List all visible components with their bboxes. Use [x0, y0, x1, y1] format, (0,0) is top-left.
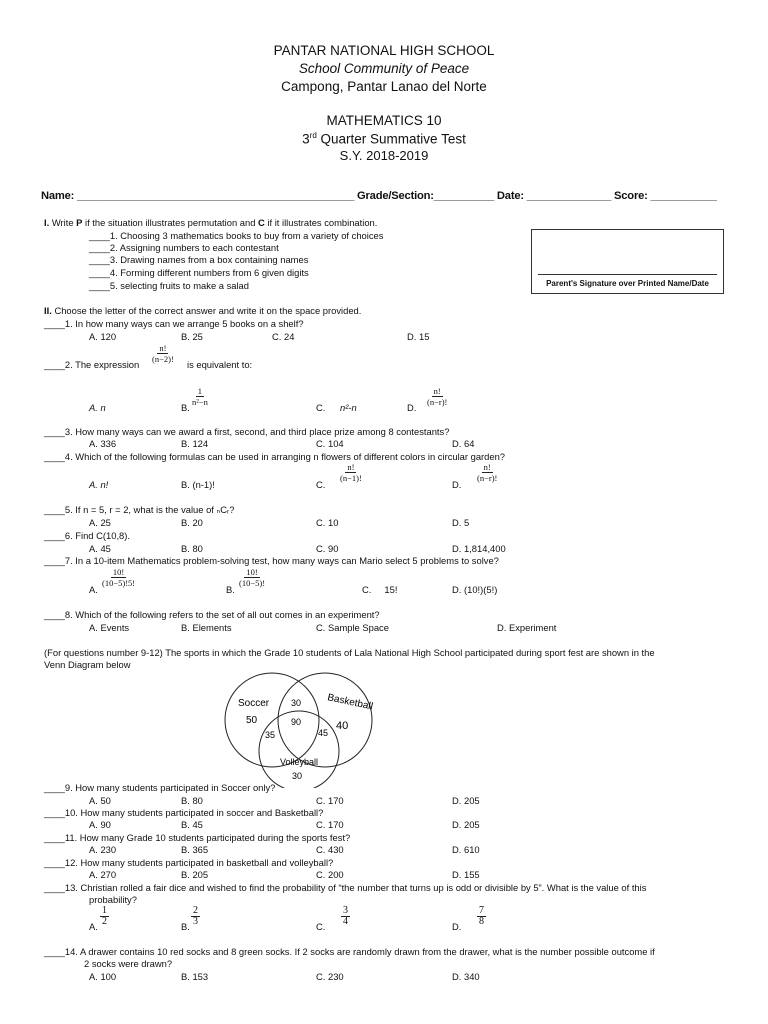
venn-value: 30: [292, 771, 303, 781]
venn-value: 45: [318, 728, 329, 738]
option: C.: [316, 402, 326, 413]
venn-intro: (For questions number 9-12) The sports in which the Grade 10 students of Lala National High School participated during sport fest are shown in the: [44, 647, 655, 658]
option: C. 170: [316, 795, 344, 806]
question-2-tail: is equivalent to:: [187, 359, 253, 370]
question-14: ____14. A drawer contains 10 red socks and 8 green socks. If 2 socks are randomly drawn from the drawer, what is the number possible outcome if: [44, 946, 655, 957]
option: B. 80: [181, 543, 203, 554]
option-value: n²-n: [340, 402, 357, 413]
option: C. 200: [316, 869, 344, 880]
option: D.: [452, 921, 462, 932]
question-12: ____12. How many students participated in basketball and volleyball?: [44, 857, 334, 868]
option: B. 365: [181, 844, 209, 855]
question-7: ____7. In a 10-item Mathematics problem-solving test, how many ways can Mario select 5 problems to solve?: [44, 555, 499, 566]
option: A. n!: [89, 479, 109, 490]
option: B. 80: [181, 795, 203, 806]
option: B.: [181, 402, 190, 413]
option-fraction: $\frac{1}{\text{n²−n}}$: [192, 386, 208, 407]
option: B. 45: [181, 819, 203, 830]
question-10: ____10. How many students participated in soccer and Basketball?: [44, 807, 324, 818]
option-fraction: $\frac{n!}{(n-r)!}$: [477, 462, 498, 483]
question-6: ____6. Find C(10,8).: [44, 530, 130, 541]
option: B. (n-1)!: [181, 479, 215, 490]
option: C. Sample Space: [316, 622, 389, 633]
option: A. 230: [89, 844, 117, 855]
option: A. 45: [89, 543, 111, 554]
option: D. 15: [407, 331, 430, 342]
option: A. 90: [89, 819, 111, 830]
option: D. 1,814,400: [452, 543, 506, 554]
part1-item: ____3. Drawing names from a box containing names: [89, 254, 309, 265]
question-14-cont: 2 socks were drawn?: [84, 958, 173, 969]
option: B. 205: [181, 869, 209, 880]
question-11: ____11. How many Grade 10 students participated during the sports fest?: [44, 832, 351, 843]
option: A. 25: [89, 517, 111, 528]
option: D. 64: [452, 438, 475, 449]
option: C.: [316, 479, 326, 490]
part1-item: ____1. Choosing 3 mathematics books to buy from a variety of choices: [89, 230, 384, 241]
option: D. (10!)(5!): [452, 584, 498, 595]
option-fraction: $\frac{10!}{(10-5)!5!}$: [102, 567, 136, 588]
option-fraction: $\frac{1}{2}$: [102, 905, 107, 927]
school-address: Campong, Pantar Lanao del Norte: [281, 79, 487, 94]
question-8: ____8. Which of the following refers to the set of all out comes in an experiment?: [44, 609, 380, 620]
option: A. 270: [89, 869, 117, 880]
option-fraction: $\frac{n!}{(n-1)!}$: [340, 462, 362, 483]
option: D.: [407, 402, 417, 413]
option-fraction: $\frac{10!}{(10-5)!}$: [239, 567, 266, 588]
school-motto: School Community of Peace: [298, 61, 470, 76]
question-13-cont: probability?: [89, 894, 137, 905]
part1-item: ____5. selecting fruits to make a salad: [89, 280, 249, 291]
option: B. 124: [181, 438, 209, 449]
option: D. 340: [452, 971, 480, 982]
option: A. Events: [89, 622, 130, 633]
part1-item: ____4. Forming different numbers from 6 given digits: [89, 267, 309, 278]
signature-box: [531, 229, 724, 294]
option: A. n: [89, 402, 106, 413]
option: C.: [316, 921, 326, 932]
option: D. 610: [452, 844, 480, 855]
part1-item: ____2. Assigning numbers to each contestant: [89, 242, 279, 253]
question-9: ____9. How many students participated in Soccer only?: [44, 782, 276, 793]
question-3: ____3. How many ways can we award a first, second, and third place prize among 8 contestants?: [44, 426, 450, 437]
venn-value: 30: [291, 698, 302, 708]
option: D.: [452, 479, 462, 490]
option: C. 104: [316, 438, 344, 449]
option-fraction: $\frac{3}{4}$: [343, 905, 348, 927]
venn-value: 40: [336, 720, 349, 732]
test-title: 3rd Quarter Summative Test: [302, 131, 466, 147]
option: A. 100: [89, 971, 117, 982]
option: A.: [89, 584, 98, 595]
subject-title: MATHEMATICS 10: [326, 113, 442, 128]
basketball-label: Basketball: [326, 692, 374, 713]
question-2-lead: ____2. The expression: [44, 359, 140, 370]
option: D. 205: [452, 795, 480, 806]
volleyball-label: Volleyball: [280, 757, 319, 767]
option: B.: [226, 584, 235, 595]
option-fraction: $\frac{7}{8}$: [479, 905, 484, 927]
soccer-circle: [225, 673, 319, 767]
question-2-fraction: $\frac{n!}{(n-2)!}$: [152, 343, 174, 364]
part1-instructions: I. Write P if the situation illustrates permutation and C if it illustrates combination.: [44, 217, 378, 228]
venn-value: 35: [265, 730, 276, 740]
question-4: ____4. Which of the following formulas can be used in arranging n flowers of different colors in circular garden?: [44, 451, 506, 462]
option: C. 90: [316, 543, 339, 554]
option: A. 336: [89, 438, 117, 449]
option: C. 170: [316, 819, 344, 830]
option: B. 25: [181, 331, 203, 342]
option: A. 120: [89, 331, 117, 342]
option: C. 24: [272, 331, 295, 342]
question-1: ____1. In how many ways can we arrange 5 books on a shelf?: [44, 318, 304, 329]
option: C. 430: [316, 844, 344, 855]
option-fraction: $\frac{2}{3}$: [193, 905, 198, 927]
option-fraction: $\frac{n!}{(n-r)!}$: [427, 386, 448, 407]
venn-value: 50: [246, 715, 258, 726]
option: D. Experiment: [497, 622, 557, 633]
venn-value: 90: [291, 717, 302, 727]
option: B. Elements: [181, 622, 232, 633]
option: D. 205: [452, 819, 480, 830]
option: A.: [89, 921, 98, 932]
option: C. 15!: [362, 584, 398, 595]
signature-label: Parent's Signature over Printed Name/Date: [546, 279, 709, 288]
option: B. 153: [181, 971, 209, 982]
option: A. 50: [89, 795, 111, 806]
question-13: ____13. Christian rolled a fair dice and wished to find the probability of “the number that turns up is odd or divisible by 5”. What is the value of this: [44, 882, 647, 893]
signature-line: [538, 274, 717, 275]
question-5: ____5. If n = 5, r = 2, what is the value of ₙCᵣ?: [44, 504, 235, 515]
option: B. 20: [181, 517, 203, 528]
part2-instructions: II. Choose the letter of the correct answer and write it on the space provided.: [44, 305, 362, 316]
option: B.: [181, 921, 190, 932]
option: C. 230: [316, 971, 344, 982]
venn-intro: Venn Diagram below: [44, 659, 131, 670]
soccer-label: Soccer: [238, 698, 270, 709]
option: D. 155: [452, 869, 480, 880]
student-info-line: Name: ______________________________________________ Grade/Section:__________ Date: ______________ Score: ___________: [41, 190, 717, 202]
school-year: S.Y. 2018-2019: [339, 148, 429, 163]
school-name: PANTAR NATIONAL HIGH SCHOOL: [273, 43, 495, 58]
option: C. 10: [316, 517, 339, 528]
venn-diagram: [210, 672, 400, 788]
option: D. 5: [452, 517, 470, 528]
